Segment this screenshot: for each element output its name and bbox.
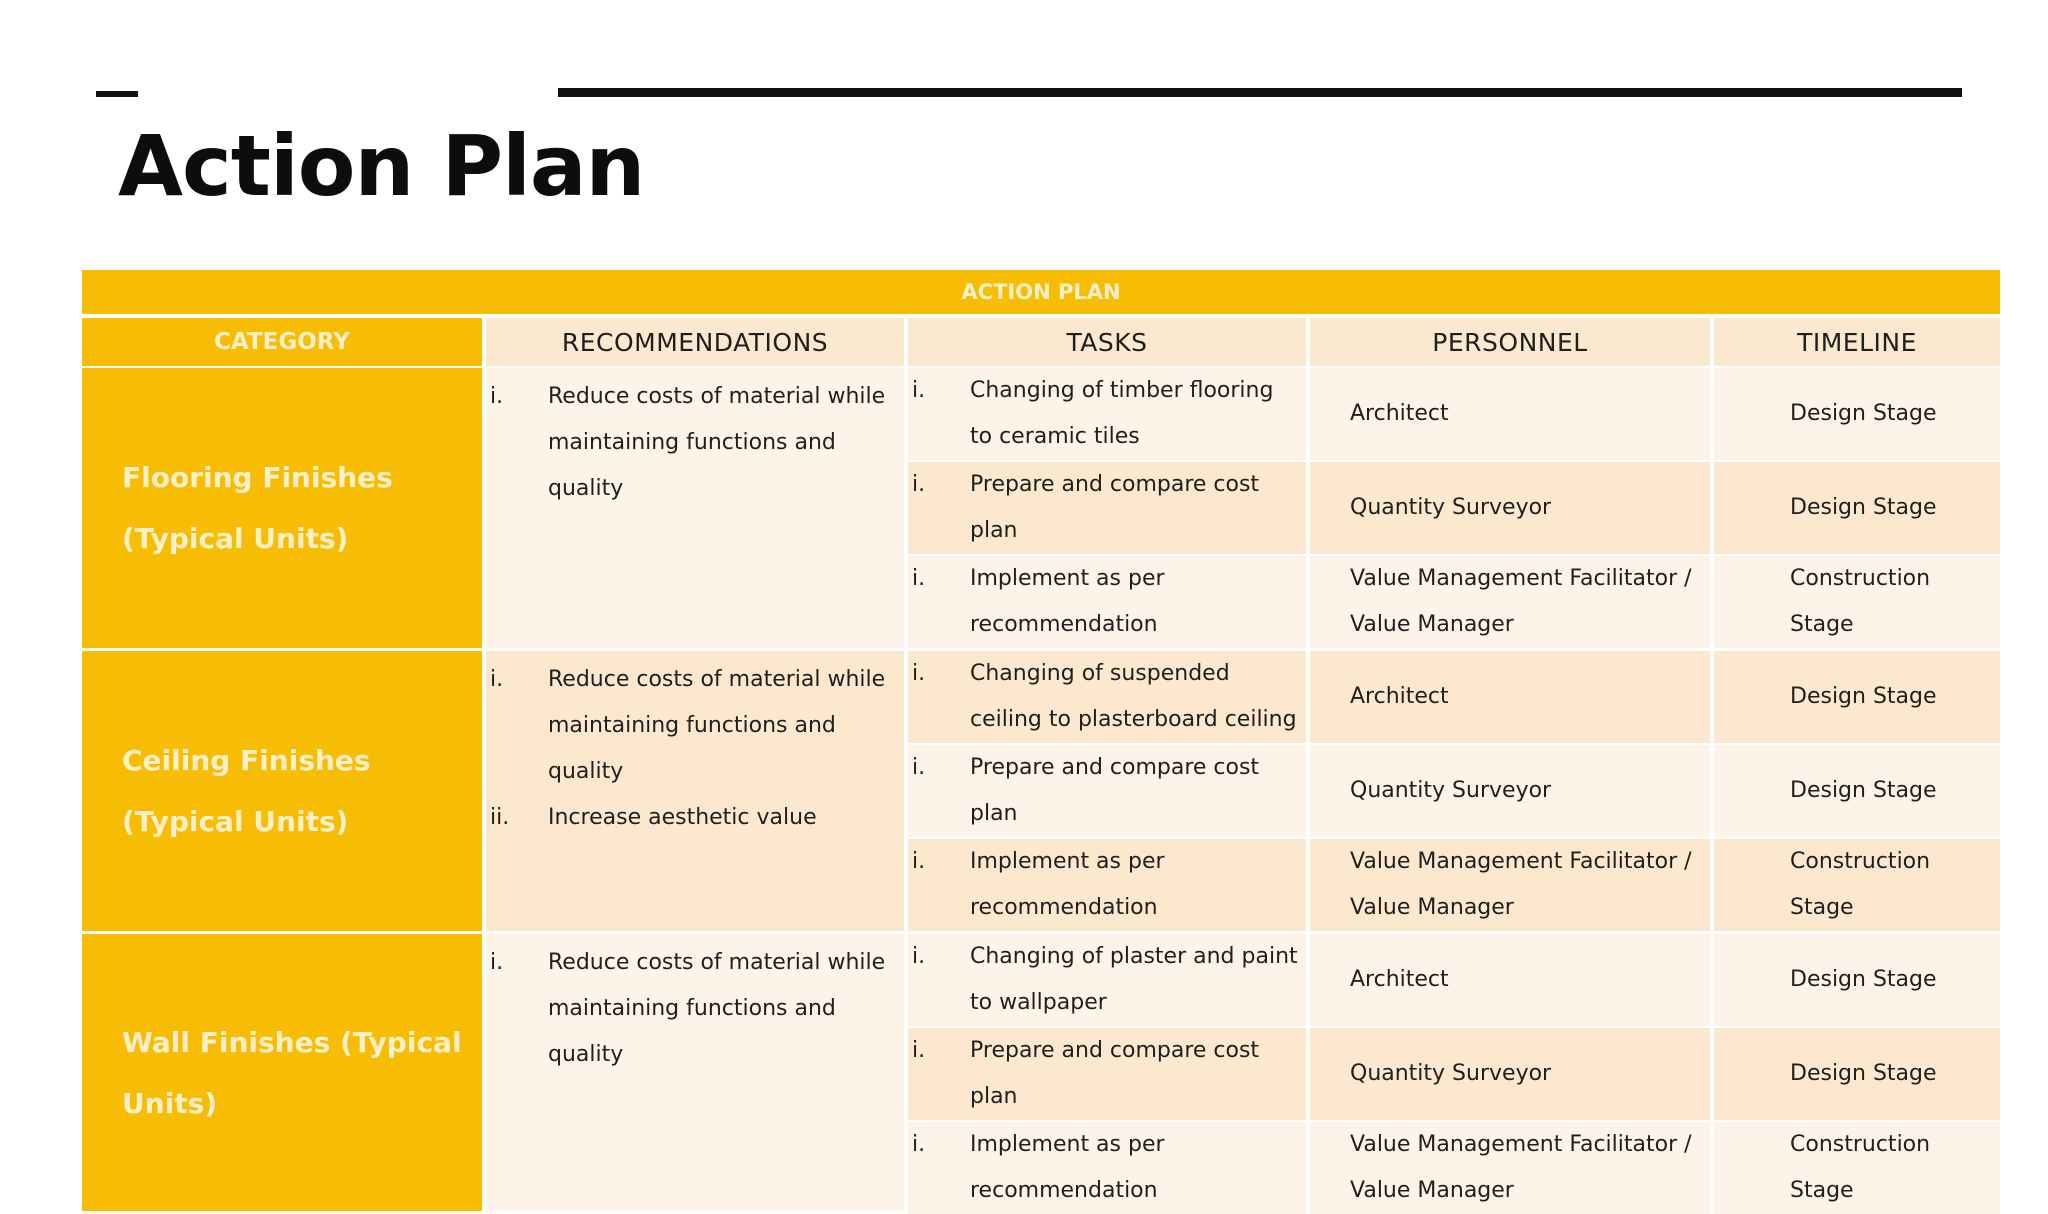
table-row [82,368,2000,462]
table-banner: ACTION PLAN [82,270,2000,318]
task-text: Changing of plaster and paint to wallpaper [970,944,1298,1015]
task-cell [904,651,1306,745]
action-plan-table [82,270,2000,1214]
task-cell [904,556,1306,651]
timeline-cell: Design Stage [1710,368,2000,462]
table-banner-row [82,270,2000,318]
task-text: Prepare and compare cost plan [970,472,1260,543]
personnel-cell: Architect [1306,368,1710,462]
page-title: Action Plan [118,117,645,215]
recommendation-text: Increase aesthetic value [548,805,817,830]
task-number: i. [912,944,926,969]
task-number: i. [912,849,926,874]
table-body [82,368,2000,1214]
task-cell [904,462,1306,556]
title-accent-long-rule [558,88,1962,97]
task-number: i. [912,755,926,780]
recommendation-number: i. [490,667,504,692]
category-cell: Wall Finishes (Typical Units) [82,934,482,1214]
header-timeline: TIMELINE [1710,318,2000,368]
table-header-row [82,318,2000,368]
recommendation-number: i. [490,950,504,975]
header-personnel: PERSONNEL [1306,318,1710,368]
task-number: i. [912,1132,926,1157]
timeline-cell: Design Stage [1710,462,2000,556]
recommendations-cell [482,651,904,934]
timeline-cell: Construction Stage [1710,556,2000,651]
recommendation-item [486,374,904,512]
task-cell [904,934,1306,1028]
category-cell: Flooring Finishes (Typical Units) [82,368,482,651]
recommendation-number: i. [490,384,504,409]
header-tasks: TASKS [904,318,1306,368]
task-text: Implement as per recommendation [970,566,1165,637]
header-recommendations: RECOMMENDATIONS [482,318,904,368]
recommendation-item [486,795,904,841]
recommendations-cell [482,934,904,1214]
personnel-cell: Quantity Surveyor [1306,745,1710,839]
personnel-cell: Architect [1306,651,1710,745]
category-cell: Ceiling Finishes (Typical Units) [82,651,482,934]
task-text: Implement as per recommendation [970,1132,1165,1203]
recommendation-text: Reduce costs of material while maintaining functions and quality [548,384,886,501]
table-row [82,934,2000,1028]
task-text: Prepare and compare cost plan [970,755,1260,826]
task-text: Changing of timber flooring to ceramic tiles [970,378,1274,449]
timeline-cell: Construction Stage [1710,1122,2000,1214]
timeline-cell: Design Stage [1710,745,2000,839]
timeline-cell: Design Stage [1710,934,2000,1028]
action-plan-table-container [82,270,2000,1214]
table-row [82,651,2000,745]
personnel-cell: Value Management Facilitator / Value Manager [1306,839,1710,934]
task-text: Implement as per recommendation [970,849,1165,920]
recommendation-item [486,657,904,795]
personnel-cell: Value Management Facilitator / Value Manager [1306,1122,1710,1214]
task-number: i. [912,661,926,686]
task-number: i. [912,566,926,591]
timeline-cell: Construction Stage [1710,839,2000,934]
timeline-cell: Design Stage [1710,651,2000,745]
task-cell [904,745,1306,839]
recommendation-item [486,940,904,1078]
recommendation-text: Reduce costs of material while maintaining functions and quality [548,950,886,1067]
task-cell [904,1028,1306,1122]
personnel-cell: Quantity Surveyor [1306,1028,1710,1122]
recommendation-text: Reduce costs of material while maintaining functions and quality [548,667,886,784]
task-number: i. [912,378,926,403]
task-number: i. [912,1038,926,1063]
recommendation-number: ii. [490,805,510,830]
task-cell [904,368,1306,462]
header-category: CATEGORY [82,318,482,368]
timeline-cell: Design Stage [1710,1028,2000,1122]
recommendations-cell [482,368,904,651]
task-cell [904,839,1306,934]
title-accent-short-rule [96,91,138,97]
personnel-cell: Quantity Surveyor [1306,462,1710,556]
personnel-cell: Value Management Facilitator / Value Manager [1306,556,1710,651]
task-cell [904,1122,1306,1214]
task-text: Prepare and compare cost plan [970,1038,1260,1109]
task-text: Changing of suspended ceiling to plasterboard ceiling [970,661,1297,732]
task-number: i. [912,472,926,497]
personnel-cell: Architect [1306,934,1710,1028]
